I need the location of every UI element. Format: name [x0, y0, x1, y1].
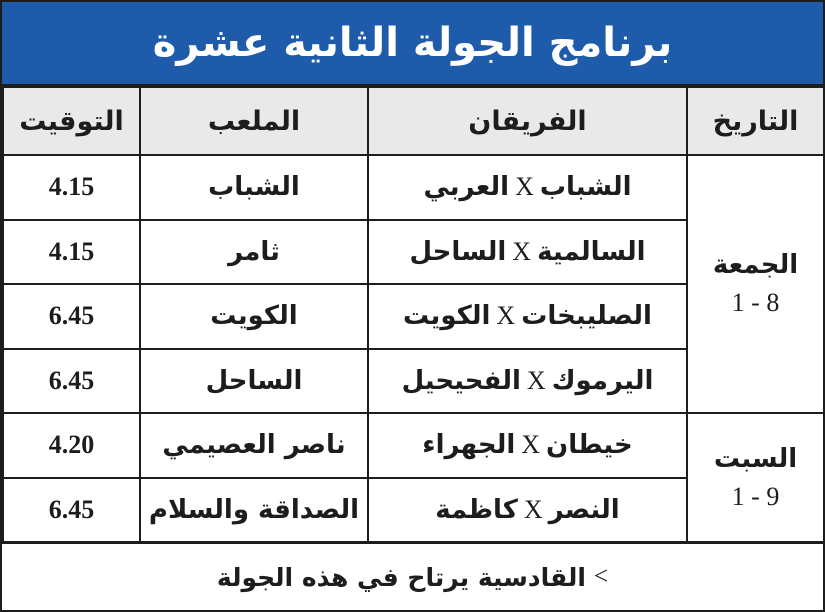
- away-team: الجهراء: [422, 430, 516, 461]
- versus-mark: X: [523, 494, 543, 524]
- versus-mark: X: [496, 301, 516, 331]
- header-row: [3, 87, 824, 155]
- match-teams: [368, 349, 687, 414]
- day-cell-saturday: [687, 413, 824, 542]
- away-team: الساحل: [409, 236, 507, 267]
- match-time: 4.20: [3, 413, 140, 478]
- day-cell-friday: [687, 155, 824, 413]
- match-teams: [368, 478, 687, 543]
- match-teams: [368, 220, 687, 285]
- versus-mark: X: [515, 172, 534, 202]
- match-stadium: الشباب: [140, 155, 368, 220]
- versus-mark: X: [512, 236, 532, 266]
- match-teams: [368, 155, 687, 220]
- away-team: الكويت: [403, 301, 491, 332]
- round-title: برنامج الجولة الثانية عشرة: [2, 2, 823, 86]
- home-team: الصليبخات: [521, 301, 652, 332]
- match-time: 6.45: [3, 349, 140, 414]
- match-stadium: ثامر: [140, 220, 368, 285]
- match-stadium: الساحل: [140, 349, 368, 414]
- home-team: السالمية: [537, 236, 646, 267]
- header-teams: الفريقان: [368, 87, 687, 155]
- table-row: [3, 155, 824, 220]
- header-date: التاريخ: [687, 87, 824, 155]
- home-team: الشباب: [539, 172, 632, 203]
- match-time: 6.45: [3, 478, 140, 543]
- match-time: 4.15: [3, 220, 140, 285]
- note-text: القادسية يرتاح في هذه الجولة: [216, 562, 586, 592]
- fixtures-table: [2, 86, 825, 543]
- match-stadium: الكويت: [140, 284, 368, 349]
- rest-note: [2, 542, 823, 610]
- away-team: العربي: [423, 172, 510, 203]
- home-team: خيطان: [546, 430, 633, 461]
- match-time: 6.45: [3, 284, 140, 349]
- away-team: كاظمة: [435, 494, 518, 525]
- day-date: 1 - 8: [731, 288, 780, 317]
- match-stadium: ناصر العصيمي: [140, 413, 368, 478]
- match-teams: [368, 284, 687, 349]
- header-stadium: الملعب: [140, 87, 368, 155]
- match-time: 4.15: [3, 155, 140, 220]
- home-team: النصر: [548, 494, 620, 525]
- match-stadium: الصداقة والسلام: [140, 478, 368, 543]
- header-time: التوقيت: [3, 87, 140, 155]
- home-team: اليرموك: [551, 365, 654, 396]
- away-team: الفحيحيل: [401, 365, 521, 396]
- day-date: 1 - 9: [731, 481, 780, 511]
- versus-mark: X: [521, 430, 541, 460]
- note-marker: >: [593, 563, 609, 590]
- day-name: الجمعة: [712, 250, 799, 280]
- versus-mark: X: [526, 365, 546, 395]
- table-row: [3, 413, 824, 478]
- match-teams: [368, 413, 687, 478]
- day-name: السبت: [713, 443, 798, 474]
